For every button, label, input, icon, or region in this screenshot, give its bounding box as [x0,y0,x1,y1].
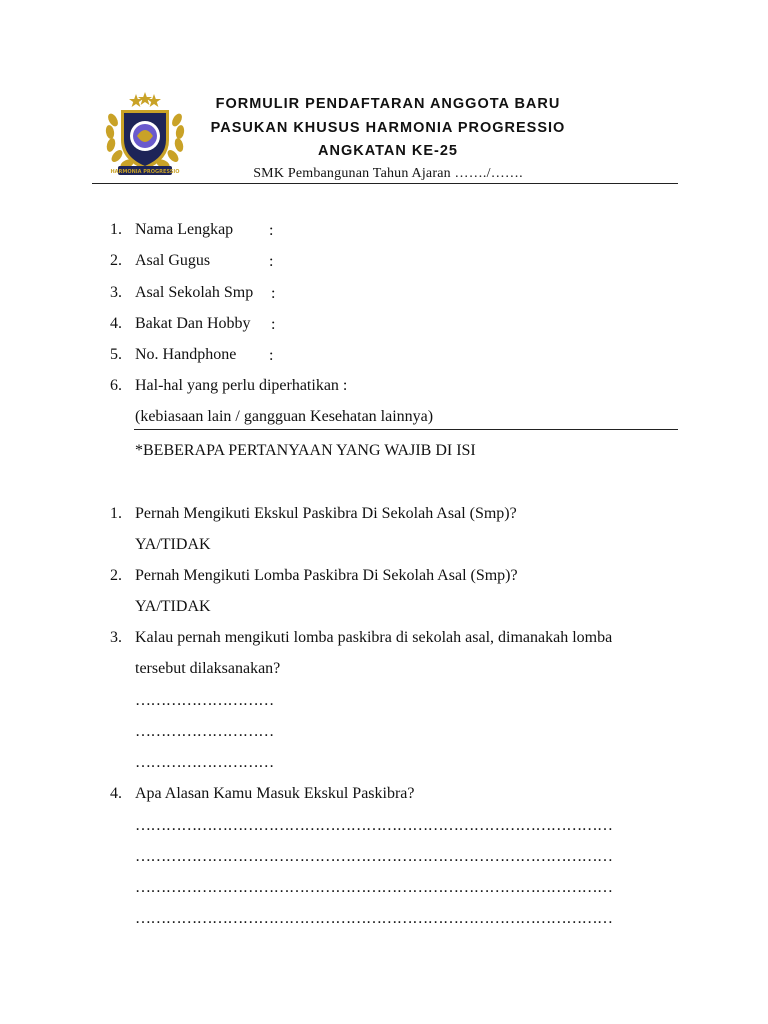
emblem-logo [104,92,186,178]
question-number: 1. [110,505,122,522]
answer-blank: ………………………………………………………………………………… [135,817,613,834]
answer-blank: ………………………………………………………………………………… [135,879,613,896]
question-number: 3. [110,629,122,646]
answer-blank: ……………………… [135,692,274,709]
field-colon: : [269,253,274,270]
field-number: 2. [110,252,122,269]
field-number: 4. [110,315,122,332]
field-label-phone: No. Handphone [135,346,237,363]
field-label-talent: Bakat Dan Hobby [135,315,251,332]
field-colon: : [269,347,274,364]
organization-name: PASUKAN KHUSUS HARMONIA PROGRESSIO [210,119,566,136]
answer-blank: ………………………………………………………………………………… [135,848,613,865]
answer-blank: ………………………………………………………………………………… [135,910,613,927]
form-header [190,93,586,182]
field-label-gugus: Asal Gugus [135,252,211,269]
question-text: Kalau pernah mengikuti lomba paskibra di sekolah asal, dimanakah lomba [135,629,613,646]
field-label-school: Asal Sekolah Smp [135,284,254,301]
header-divider [92,183,678,184]
question-text-continued: tersebut dilaksanakan? [135,660,281,677]
school-year-line: SMK Pembangunan Tahun Ajaran ……./……. [253,165,523,181]
field-number: 3. [110,284,122,301]
batch-number: ANGKATAN KE-25 [318,143,458,159]
field-number: 5. [110,346,122,363]
question-number: 2. [110,567,122,584]
question-number: 4. [110,785,122,802]
required-note: *BEBERAPA PERTANYAAN YANG WAJIB DI ISI [135,442,476,459]
question-answer-options: YA/TIDAK [135,598,211,615]
question-text: Pernah Mengikuti Ekskul Paskibra Di Sekolah Asal (Smp)? [135,505,517,522]
form-title: FORMULIR PENDAFTARAN ANGGOTA BARU [215,96,561,112]
notes-underline [134,429,678,430]
logo-text: HARMONIA PROGRESSIO [110,169,180,175]
field-number: 1. [110,221,122,238]
question-answer-options: YA/TIDAK [135,536,211,553]
question-text: Apa Alasan Kamu Masuk Ekskul Paskibra? [135,785,415,802]
field-number: 6. [110,377,122,394]
field-notes-hint: (kebiasaan lain / gangguan Kesehatan lainnya) [135,408,434,425]
field-colon: : [271,316,276,333]
field-colon: : [271,285,276,302]
field-label-name: Nama Lengkap [135,221,234,238]
field-colon: : [269,222,274,239]
question-text: Pernah Mengikuti Lomba Paskibra Di Sekolah Asal (Smp)? [135,567,518,584]
answer-blank: ……………………… [135,723,274,740]
field-label-notes: Hal-hal yang perlu diperhatikan : [135,377,348,394]
answer-blank: ……………………… [135,754,274,771]
